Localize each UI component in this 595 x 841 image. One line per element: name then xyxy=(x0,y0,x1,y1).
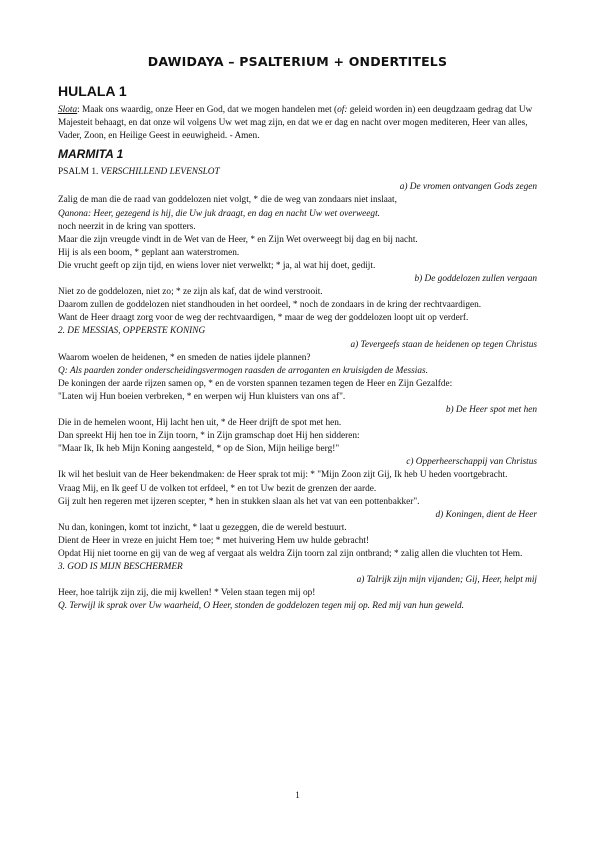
psalm-2-subtitle-d: d) Koningen, dient de Heer xyxy=(435,509,537,520)
psalm-2-title: 2. DE MESSIAS, OPPERSTE KONING xyxy=(58,326,206,337)
psalm-1-line-4: Hij is als een boom, * geplant aan waterstromen. xyxy=(58,247,240,258)
psalm-1-subtitle-a: a) De vromen ontvangen Gods zegen xyxy=(399,182,537,193)
psalm-2-line-7: Ik wil het besluit van de Heer bekendmaken: de Heer sprak tot mij: * "Mijn Zoon zijt Gij, Ik heb U heden voortgebracht. xyxy=(58,470,508,481)
psalm-1-line-5: Die vrucht geeft op zijn tijd, en wiens lover niet verwelkt; * ja, al wat hij doet, gedijt. xyxy=(58,260,376,271)
psalm-1-line-7: Daarom zullen de goddelozen niet standhouden in het oordeel, * noch de zondaars in de kring der rechtvaardigen. xyxy=(58,300,482,311)
psalm-2-line-5: Dan spreekt Hij hen toe in Zijn toorn, * in Zijn gramschap doet Hij hen sidderen: xyxy=(58,431,360,442)
psalm-2-line-9: Gij zult hen regeren met ijzeren scepter, * hen in stukken slaan als het vat van een pottenbakker". xyxy=(58,496,420,507)
psalm-1-title xyxy=(58,166,537,179)
page-number: 1 xyxy=(295,790,300,800)
psalm-2-line-11: Dient de Heer in vreze en juicht Hem toe; * met huivering Hem uw hulde gebracht! xyxy=(58,535,370,546)
psalm-2-qanona: Q: Als paarden zonder onderscheidingsvermogen raasden de arroganten en kruisigden de Messias. xyxy=(58,365,428,376)
psalm-3-line-1: Heer, hoe talrijk zijn zij, die mij kwellen! * Velen staan tegen mij op! xyxy=(58,588,316,599)
heading-hulala: HULALA 1 xyxy=(58,83,127,99)
psalm-2-line-2: De koningen der aarde rijzen samen op, * en de vorsten spannen tezamen tegen de Heer en Zijn Gezalfde: xyxy=(58,378,453,389)
psalm-2-line-3: "Laten wij Hun boeien verbreken, * en werpen wij Hun kluisters van ons af". xyxy=(58,391,346,402)
psalm-2-subtitle-c: c) Opperheerschappij van Christus xyxy=(406,457,537,468)
psalm-3-title: 3. GOD IS MIJN BESCHERMER xyxy=(58,562,183,573)
psalm-2-subtitle-a: a) Tevergeefs staan de heidenen op tegen Christus xyxy=(350,339,537,350)
slota-text-a: : Maak ons waardig, onze Heer en God, dat we mogen handelen met ( xyxy=(77,105,338,115)
psalm-1-line-3: Maar die zijn vreugde vindt in de Wet van de Heer, * en Zijn Wet overweegt bij dag en bij nacht. xyxy=(58,234,418,245)
psalm-1-prefix: PSALM 1. xyxy=(58,167,101,178)
psalm-2-line-6: "Maar Ik, Ik heb Mijn Koning aangesteld, * op de Sion, Mijn heilige berg!" xyxy=(58,444,340,455)
psalm-1-line-1: Zalig de man die de raad van goddelozen niet volgt, * die de weg van zondaars niet inslaat, xyxy=(58,195,397,206)
slota-paragraph xyxy=(58,104,537,143)
psalm-2-subtitle-b: b) De Heer spot met hen xyxy=(445,404,537,415)
psalm-1-subtitle-b: b) De goddelozen zullen vergaan xyxy=(414,274,537,285)
slota-of: of: xyxy=(337,105,348,115)
psalm-2-line-4: Die in de hemelen woont, Hij lacht hen uit, * de Heer drijft de spot met hen. xyxy=(58,418,342,429)
psalm-1-line-2: noch neerzit in de kring van spotters. xyxy=(58,221,196,232)
slota-text-b: geleid worden in) een deugdzaam gedrag dat Uw Majesteit behaagt, en dat onze wil volgens Uw wet mag zijn, en dat we er dag en nacht over mogen mediteren, Heer van alles, Vader, Zoon, en Heilige Geest in eeuwigheid. - Amen. xyxy=(58,105,533,142)
document-title: DAWIDAYA – PSALTERIUM + ONDERTITELS xyxy=(147,54,448,69)
psalm-2-line-1: Waarom woelen de heidenen, * en smeden de naties ijdele plannen? xyxy=(58,352,311,363)
psalm-1-title-text: VERSCHILLEND LEVENSLOT xyxy=(100,167,220,178)
psalm-2-line-12: Opdat Hij niet toorne en gij van de weg af vergaat als weldra Zijn toorn zal zijn ontbrand; * zalig allen die vluchten tot Hem. xyxy=(58,549,523,559)
psalm-3-subtitle-a: a) Talrijk zijn mijn vijanden; Gij, Heer, helpt mij xyxy=(356,575,537,586)
psalm-1-line-8: Want de Heer draagt zorg voor de weg der rechtvaardigen, * maar de weg der goddelozen loopt uit op verderf. xyxy=(58,313,469,324)
psalm-1-qanona: Qanona: Heer, gezegend is hij, die Uw juk draagt, en dag en nacht Uw wet overweegt. xyxy=(58,208,380,219)
slota-label: Slota xyxy=(58,105,78,115)
psalm-1-line-6: Niet zo de goddelozen, niet zo; * ze zijn als kaf, dat de wind verstrooit. xyxy=(58,287,323,298)
psalm-2-line-8: Vraag Mij, en Ik geef U de volken tot erfdeel, * en tot Uw bezit de grenzen der aarde. xyxy=(58,483,377,494)
psalm-3-qanona: Q. Terwijl ik sprak over Uw waarheid, O Heer, stonden de goddelozen tegen mij op. Red mij van hun geweld. xyxy=(58,601,464,612)
heading-marmita: MARMITA 1 xyxy=(58,147,124,162)
psalm-2-line-10: Nu dan, koningen, komt tot inzicht, * laat u gezeggen, die de wereld bestuurt. xyxy=(58,522,347,533)
